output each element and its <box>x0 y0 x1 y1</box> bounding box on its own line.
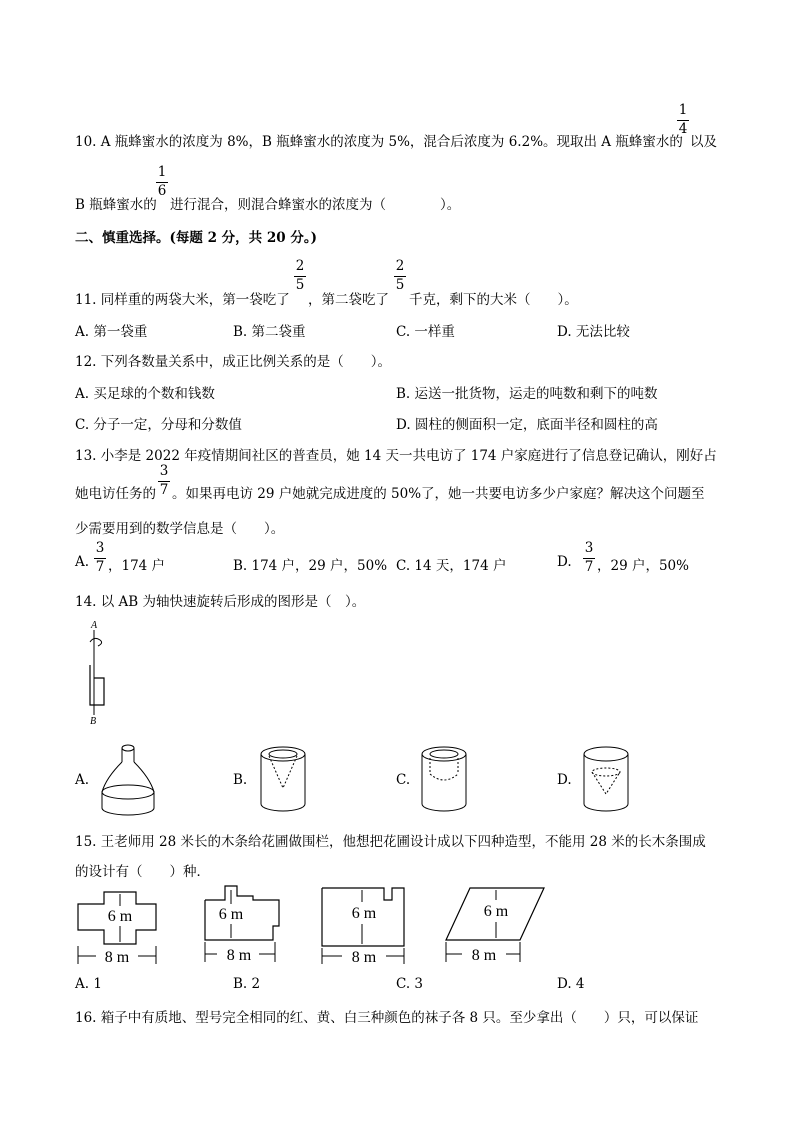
q11-text-c: 千克，剩下的大米（ ）。 <box>409 292 578 308</box>
q10-line1: 10. A 瓶蜂蜜水的浓度为 8%，B 瓶蜂蜜水的浓度为 5%，混合后浓度为 6.2%。现取出 A 瓶蜂蜜水的 <box>75 134 683 150</box>
q14-option-a-solid[interactable] <box>98 742 164 818</box>
q12-stem: 12. 下列各数量关系中，成正比例关系的是（ ）。 <box>75 354 392 370</box>
q14-option-b-solid[interactable] <box>257 744 313 816</box>
q15-shape-notched[interactable] <box>320 886 410 966</box>
q13-line2-b: 。如果再电访 29 户她就完成进度的 50%了，她一共要电访多少户家庭？解决这个问题至 <box>172 486 705 502</box>
q11-option-b[interactable]: B. 第二袋重 <box>233 324 306 340</box>
svg-text:8 m: 8 m <box>351 949 377 966</box>
q10-fraction-1: 1 4 <box>678 102 688 137</box>
q13-line2-a: 她电访任务的 <box>75 486 156 502</box>
q14-option-c-label[interactable]: C. <box>396 772 411 788</box>
q15-option-a[interactable]: A. 1 <box>75 976 102 992</box>
q14-option-a-label[interactable]: A. <box>75 772 90 788</box>
q13-option-d-fraction: 3 7 <box>584 540 594 575</box>
q11-option-d[interactable]: D. 无法比较 <box>557 324 630 340</box>
q11-option-a[interactable]: A. 第一袋重 <box>75 324 148 340</box>
q14-option-d-label[interactable]: D. <box>557 772 572 788</box>
q14-option-d-solid[interactable] <box>580 744 636 816</box>
q15-option-b[interactable]: B. 2 <box>233 976 261 992</box>
q11-fraction-b: 2 5 <box>395 258 405 293</box>
axis-label-a: A <box>90 620 98 631</box>
q13-option-b[interactable]: B. 174 户，29 户，50% <box>233 558 388 574</box>
section-heading: 二、慎重选择。(每题 2 分，共 20 分。) <box>75 230 318 246</box>
q13-option-a-fraction: 3 7 <box>95 540 105 575</box>
q15-shape-stepped[interactable] <box>203 882 287 966</box>
q14-option-c-solid[interactable] <box>418 744 474 816</box>
q13-option-c[interactable]: C. 14 天，174 户 <box>396 558 507 574</box>
q15-line2: 的设计有（ ）种． <box>75 864 210 880</box>
q11-text-a: 11. 同样重的两袋大米，第一袋吃了 <box>75 292 290 308</box>
axis-label-b: B <box>89 716 97 727</box>
q14-stem: 14. 以 AB 为轴快速旋转后形成的图形是（ ）。 <box>75 594 366 610</box>
q12-option-a[interactable]: A. 买足球的个数和钱数 <box>75 386 215 402</box>
q13-line1: 13. 小李是 2022 年疫情期间社区的普查员，她 14 天一共电访了 174 户家庭进行了信息登记确认，刚好占 <box>75 448 717 464</box>
q10-line2-b: 进行混合，则混合蜂蜜水的浓度为（ ）。 <box>170 197 461 213</box>
q10-fraction-2: 1 6 <box>157 164 167 199</box>
q15-line1: 15. 王老师用 28 米长的木条给花圃做围栏，他想把花圃设计成以下四种造型，不能用 28 米的长木条围成 <box>75 834 706 850</box>
q14-option-b-label[interactable]: B. <box>233 772 248 788</box>
svg-text:8 m: 8 m <box>226 947 252 964</box>
dim-height-label: 6 m <box>107 908 133 925</box>
svg-text:6 m: 6 m <box>351 905 377 922</box>
q15-shape-cross[interactable] <box>76 888 166 966</box>
q16-line1: 16. 箱子中有质地、型号完全相同的红、黄、白三种颜色的袜子各 8 只。至少拿出（ ）只，可以保证 <box>75 1010 699 1026</box>
svg-text:6 m: 6 m <box>483 903 509 920</box>
q15-shape-parallelogram[interactable] <box>440 886 550 966</box>
q10-line1-end: 以及 <box>690 134 717 150</box>
q12-option-d[interactable]: D. 圆柱的侧面积一定，底面半径和圆柱的高 <box>396 417 658 433</box>
dim-width-label: 8 m <box>104 949 130 966</box>
q11-option-c[interactable]: C. 一样重 <box>396 324 455 340</box>
q14-axis-figure <box>80 620 120 730</box>
q11-text-b: ，第二袋吃了 <box>308 292 389 308</box>
q10-line2-a: B 瓶蜂蜜水的 <box>75 197 157 213</box>
q11-fraction-a: 2 5 <box>295 258 305 293</box>
q15-option-d[interactable]: D. 4 <box>557 976 585 992</box>
q15-option-c[interactable]: C. 3 <box>396 976 424 992</box>
q12-option-b[interactable]: B. 运送一批货物，运走的吨数和剩下的吨数 <box>396 386 658 402</box>
svg-text:8 m: 8 m <box>471 947 497 964</box>
svg-text:6 m: 6 m <box>218 906 244 923</box>
q13-fraction: 3 7 <box>159 463 169 498</box>
q12-option-c[interactable]: C. 分子一定，分母和分数值 <box>75 417 242 433</box>
q13-line3: 少需要用到的数学信息是（ ）。 <box>75 521 285 537</box>
